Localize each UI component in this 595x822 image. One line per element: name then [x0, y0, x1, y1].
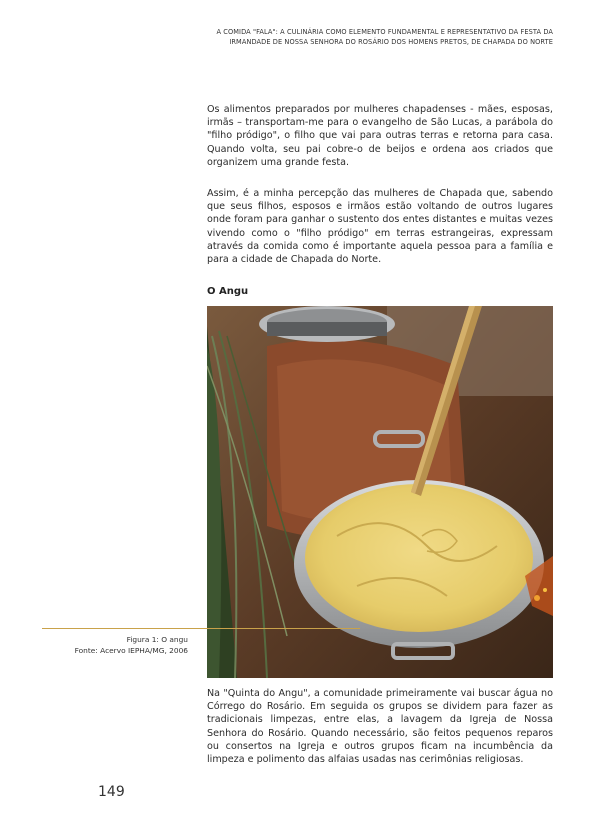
figure-photo-angu	[207, 306, 553, 678]
running-header-line-1: A COMIDA "FALA": A CULINÁRIA COMO ELEMENTO FUNDAMENTAL E REPRESENTATIVO DA FESTA DA	[216, 28, 553, 36]
body-paragraph-2: Assim, é a minha percepção das mulheres de Chapada que, sabendo que seus filhos, esposos e irmãos estão voltando de outros lugares onde foram para ganhar o sustento dos entes distantes e muitas vezes vivendo como o "filho pródigo" em terras estrangeiras, expressam através da comida como é importante aquela pessoa para a família e para a cidade de Chapada do Norte.	[207, 188, 553, 266]
caption-divider	[42, 628, 360, 629]
figure-caption-title: Figura 1: O angu	[126, 635, 188, 644]
body-paragraph-3: Na "Quinta do Angu", a comunidade primeiramente vai buscar água no Córrego do Rosário. Em seguida os grupos se dividem para fazer as tradicionais limpezas, entre elas, a lavagem da Igreja de Nossa Senhora do Rosário. Quando necessário, são feitos pequenos reparos ou consertos na Igreja e outros grupos ficam na incumbência da limpeza e polimento das alfaias usadas nas cerimônias religiosas.	[207, 688, 553, 766]
page-number: 149	[98, 784, 125, 800]
body-paragraph-1: Os alimentos preparados por mulheres chapadenses - mães, esposas, irmãs – transportam-me para o evangelho de São Lucas, a parábola do "filho pródigo", o filho que vai para outras terras e retorna para casa. Quando volta, seu pai cobre-o de beijos e ordena aos criados que organizem uma grande festa.	[207, 104, 553, 168]
angu-photo-illustration	[207, 306, 553, 678]
figure-caption-source: Fonte: Acervo IEPHA/MG, 2006	[74, 646, 188, 655]
section-title: O Angu	[207, 286, 249, 297]
running-header	[133, 27, 553, 47]
running-header-line-2: IRMANDADE DE NOSSA SENHORA DO ROSÁRIO DOS HOMENS PRETOS, DE CHAPADA DO NORTE	[229, 38, 553, 46]
